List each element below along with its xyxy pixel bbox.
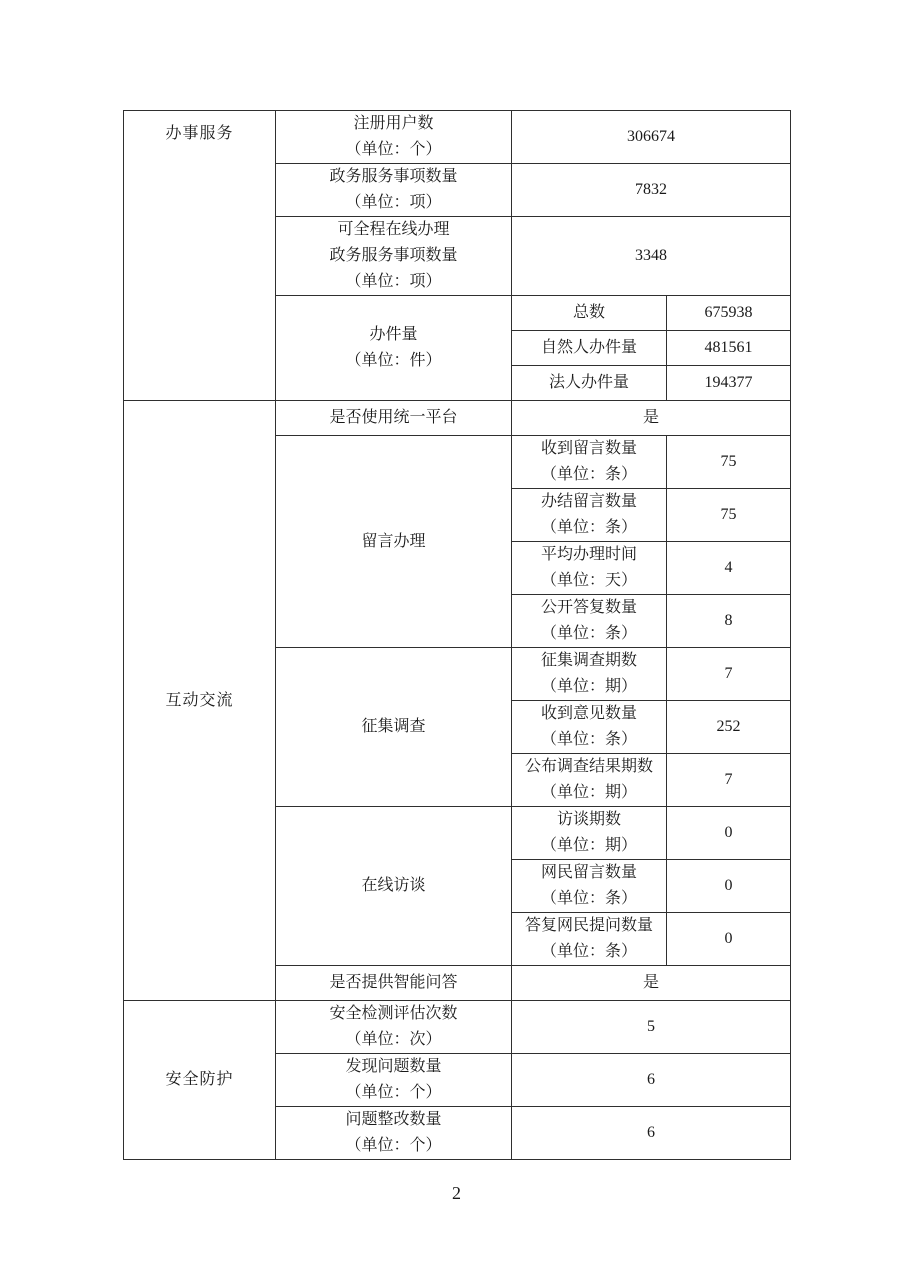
subitem-label: 答复网民提问数量 xyxy=(524,917,653,934)
group-label: 征集调查 xyxy=(361,718,426,735)
table-row xyxy=(124,111,791,164)
group-label-cell xyxy=(276,436,512,648)
subitem-value: 675938 xyxy=(667,296,791,331)
subitem-unit: （单位：期） xyxy=(540,837,637,854)
subitem-label-cell xyxy=(512,489,667,542)
subitem-label: 办结留言数量 xyxy=(540,493,637,510)
subitem-label: 网民留言数量 xyxy=(540,864,637,881)
item-unit: （单位：项） xyxy=(345,194,442,211)
subitem-label: 公开答复数量 xyxy=(540,599,637,616)
category-cell-service xyxy=(124,111,276,401)
item-label: 安全检测评估次数 xyxy=(329,1005,458,1022)
subitem-label-cell xyxy=(512,436,667,489)
subitem-unit: （单位：期） xyxy=(540,678,637,695)
subitem-value: 0 xyxy=(667,807,791,860)
subitem-unit: （单位：条） xyxy=(540,943,637,960)
subitem-value: 194377 xyxy=(667,366,791,401)
group-label: 留言办理 xyxy=(361,532,426,550)
subitem-label: 法人办件量 xyxy=(512,366,667,401)
item-value: 6 xyxy=(512,1107,791,1160)
subitem-label: 征集调查期数 xyxy=(540,652,637,669)
item-label-cell xyxy=(276,164,512,217)
subitem-label: 总数 xyxy=(512,296,667,331)
item-label-cell xyxy=(276,217,512,296)
subitem-label: 自然人办件量 xyxy=(512,331,667,366)
item-label-cell xyxy=(276,966,512,1001)
item-label: 注册用户数 xyxy=(353,115,434,132)
subitem-value: 7 xyxy=(667,648,791,701)
subitem-unit: （单位：条） xyxy=(540,890,637,907)
item-value: 7832 xyxy=(512,164,791,217)
subitem-label-cell xyxy=(512,595,667,648)
item-value: 6 xyxy=(512,1054,791,1107)
item-value: 是 xyxy=(512,966,791,1001)
subitem-unit: （单位：条） xyxy=(540,731,637,748)
category-label: 安全防护 xyxy=(165,1071,234,1088)
item-unit: （单位：个） xyxy=(345,1137,442,1154)
item-value: 是 xyxy=(512,401,791,436)
subitem-unit: （单位：条） xyxy=(540,466,637,483)
subitem-label-cell xyxy=(512,754,667,807)
subitem-label: 平均办理时间 xyxy=(540,546,637,563)
table-row xyxy=(124,1001,791,1054)
subitem-label-cell xyxy=(512,807,667,860)
item-label: 可全程在线办理 xyxy=(337,221,450,238)
subitem-value: 252 xyxy=(667,701,791,754)
subitem-label: 收到留言数量 xyxy=(540,440,637,457)
item-unit: （单位：个） xyxy=(345,141,442,158)
category-cell-security xyxy=(124,1001,276,1160)
subitem-label-cell xyxy=(512,913,667,966)
subitem-value: 75 xyxy=(667,489,791,542)
item-label-cell xyxy=(276,1054,512,1107)
item-label-cell xyxy=(276,1001,512,1054)
subitem-value: 0 xyxy=(667,913,791,966)
item-value: 306674 xyxy=(512,111,791,164)
group-label: 在线访谈 xyxy=(361,877,426,894)
subitem-value: 7 xyxy=(667,754,791,807)
subitem-unit: （单位：条） xyxy=(540,625,637,642)
group-label-cell xyxy=(276,807,512,966)
category-cell-interaction xyxy=(124,401,276,1001)
item-label: 政务服务事项数量 xyxy=(329,247,458,264)
subitem-label: 公布调查结果期数 xyxy=(524,758,653,775)
category-label: 互动交流 xyxy=(165,691,234,709)
item-unit: （单位：次） xyxy=(345,1031,442,1048)
group-label: 办件量 xyxy=(369,326,418,343)
subitem-label-cell xyxy=(512,542,667,595)
subitem-value: 4 xyxy=(667,542,791,595)
item-label: 发现问题数量 xyxy=(345,1058,442,1075)
page-number: 2 xyxy=(452,1183,461,1203)
subitem-value: 8 xyxy=(667,595,791,648)
item-label-cell xyxy=(276,401,512,436)
subitem-unit: （单位：期） xyxy=(540,784,637,801)
item-label-cell xyxy=(276,111,512,164)
table-row xyxy=(124,401,791,436)
subitem-label: 访谈期数 xyxy=(556,811,621,828)
statistics-table xyxy=(123,110,791,1160)
item-value: 3348 xyxy=(512,217,791,296)
subitem-label: 收到意见数量 xyxy=(540,705,637,722)
group-label-cell xyxy=(276,296,512,401)
item-label: 政务服务事项数量 xyxy=(329,168,458,185)
group-label-cell xyxy=(276,648,512,807)
category-label: 办事服务 xyxy=(165,125,234,142)
item-value: 5 xyxy=(512,1001,791,1054)
subitem-label-cell xyxy=(512,648,667,701)
subitem-value: 0 xyxy=(667,860,791,913)
item-label: 问题整改数量 xyxy=(345,1111,442,1128)
subitem-unit: （单位：条） xyxy=(540,519,637,536)
subitem-label-cell xyxy=(512,860,667,913)
subitem-unit: （单位：天） xyxy=(540,572,637,589)
group-unit: （单位：件） xyxy=(345,352,442,369)
subitem-label-cell xyxy=(512,701,667,754)
subitem-value: 75 xyxy=(667,436,791,489)
subitem-value: 481561 xyxy=(667,331,791,366)
item-label-cell xyxy=(276,1107,512,1160)
item-label: 是否使用统一平台 xyxy=(329,409,458,426)
item-label: 是否提供智能问答 xyxy=(329,974,458,991)
item-unit: （单位：个） xyxy=(345,1084,442,1101)
item-unit: （单位：项） xyxy=(345,273,442,290)
